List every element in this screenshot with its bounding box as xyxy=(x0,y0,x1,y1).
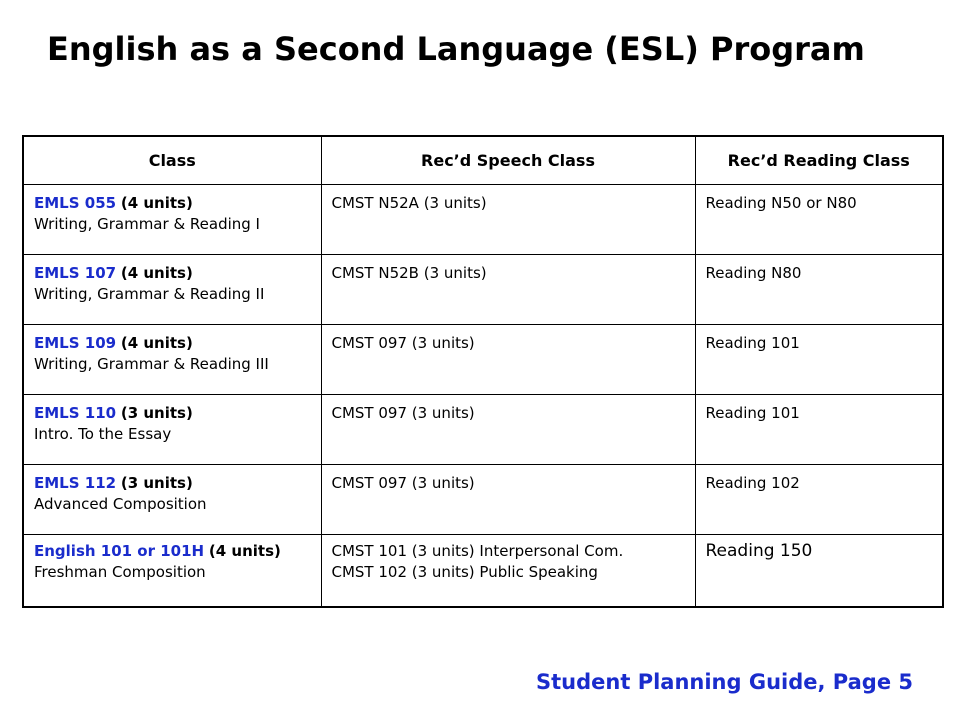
table-header-row xyxy=(23,136,943,185)
table-row xyxy=(23,185,943,255)
reading-class: Reading 150 xyxy=(705,541,813,561)
course-code: EMLS 109 xyxy=(34,334,117,352)
table-row xyxy=(23,325,943,395)
speech-cell xyxy=(321,325,695,395)
speech-cell xyxy=(321,395,695,465)
speech-class: CMST 097 (3 units) xyxy=(331,404,475,422)
speech-class: CMST 101 (3 units) Interpersonal Com. xyxy=(331,542,624,560)
speech-class: CMST 102 (3 units) Public Speaking xyxy=(331,563,598,581)
class-cell xyxy=(23,395,321,465)
reading-class: Reading 102 xyxy=(705,474,800,492)
reading-cell xyxy=(695,535,943,607)
speech-cell xyxy=(321,535,695,607)
reading-cell xyxy=(695,325,943,395)
course-name: Writing, Grammar & Reading II xyxy=(34,285,265,303)
course-units: (4 units) xyxy=(208,542,281,560)
speech-class: CMST N52B (3 units) xyxy=(331,264,487,282)
reading-class: Reading N50 or N80 xyxy=(705,194,857,212)
header-reading-class: Rec’d Reading Class xyxy=(695,136,943,185)
reading-cell xyxy=(695,255,943,325)
reading-cell xyxy=(695,185,943,255)
course-name: Advanced Composition xyxy=(34,495,207,513)
course-units: (4 units) xyxy=(120,194,193,212)
class-cell xyxy=(23,535,321,607)
reading-class: Reading N80 xyxy=(705,264,802,282)
class-cell xyxy=(23,465,321,535)
course-name: Intro. To the Essay xyxy=(34,425,172,443)
class-cell xyxy=(23,325,321,395)
header-class: Class xyxy=(23,136,321,185)
reading-class: Reading 101 xyxy=(705,334,800,352)
table-row xyxy=(23,465,943,535)
page-title: English as a Second Language (ESL) Program xyxy=(47,30,865,68)
course-code: EMLS 055 xyxy=(34,194,117,212)
reading-cell xyxy=(695,465,943,535)
speech-class: CMST 097 (3 units) xyxy=(331,474,475,492)
reading-cell xyxy=(695,395,943,465)
reading-class: Reading 101 xyxy=(705,404,800,422)
class-cell xyxy=(23,255,321,325)
table-row xyxy=(23,255,943,325)
speech-cell xyxy=(321,255,695,325)
course-name: Writing, Grammar & Reading I xyxy=(34,215,260,233)
esl-course-table xyxy=(22,135,944,608)
speech-cell xyxy=(321,465,695,535)
speech-class: CMST 097 (3 units) xyxy=(331,334,475,352)
course-units: (4 units) xyxy=(120,334,193,352)
course-units: (4 units) xyxy=(120,264,193,282)
table-row xyxy=(23,535,943,607)
footer-page-note: Student Planning Guide, Page 5 xyxy=(536,670,913,694)
course-code: English 101 or 101H xyxy=(34,542,205,560)
course-name: Freshman Composition xyxy=(34,563,206,581)
speech-cell xyxy=(321,185,695,255)
table-row xyxy=(23,395,943,465)
course-name: Writing, Grammar & Reading III xyxy=(34,355,269,373)
course-code: EMLS 110 xyxy=(34,404,117,422)
course-code: EMLS 107 xyxy=(34,264,117,282)
header-speech-class: Rec’d Speech Class xyxy=(321,136,695,185)
class-cell xyxy=(23,185,321,255)
speech-class: CMST N52A (3 units) xyxy=(331,194,487,212)
course-units: (3 units) xyxy=(120,474,193,492)
course-units: (3 units) xyxy=(120,404,193,422)
course-code: EMLS 112 xyxy=(34,474,117,492)
